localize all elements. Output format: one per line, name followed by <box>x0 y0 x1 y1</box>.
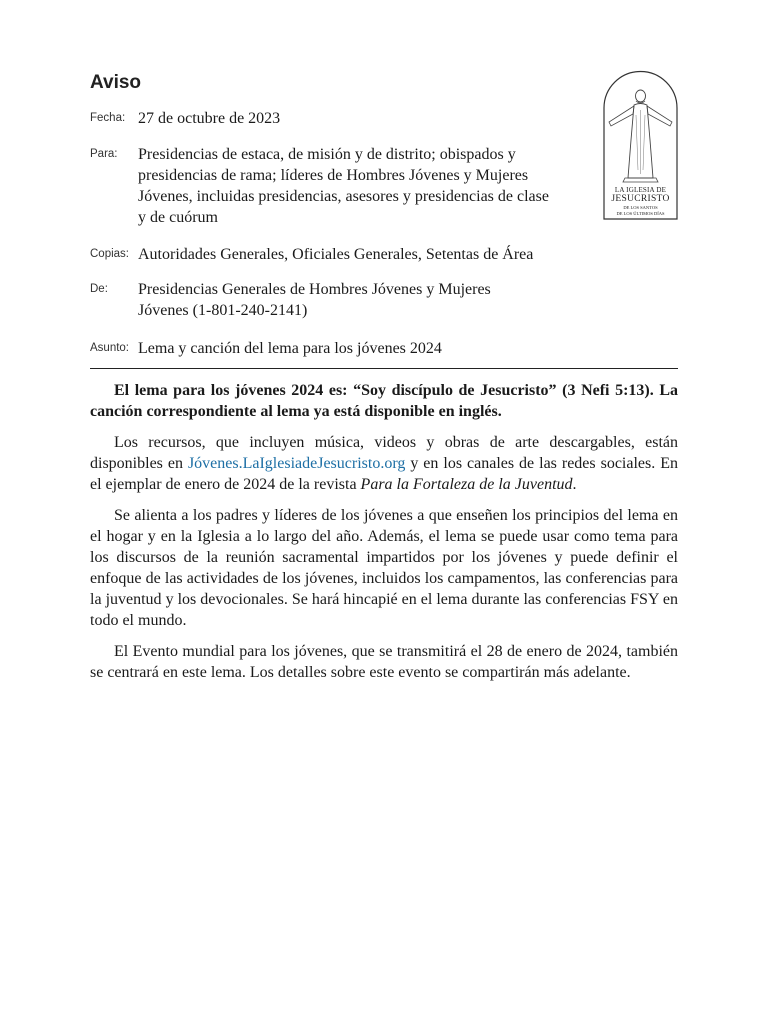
church-logo <box>603 70 678 220</box>
resources-paragraph <box>90 432 678 495</box>
de-value: Presidencias Generales de Hombres Jóvenes y Mujeres Jóvenes (1-801-240-2141) <box>138 281 491 319</box>
logo-text-line2: JESUCRISTO <box>611 194 670 204</box>
page-title: Aviso <box>90 72 142 93</box>
header-divider <box>90 368 678 369</box>
logo-text-line1: LA IGLESIA DE <box>614 186 667 194</box>
lead-paragraph: El lema para los jóvenes 2024 es: “Soy discípulo de Jesucristo” (3 Nefi 5:13). La canción correspondiente al lema ya está disponible en inglés. <box>90 382 678 420</box>
magazine-title: Para la Fortaleza de la Juventud <box>360 476 573 493</box>
parents-paragraph: Se alienta a los padres y líderes de los jóvenes a que enseñen los principios del lema en el hogar y en la Iglesia a lo largo del año. Además, el lema se puede usar como tema para los discursos de la reunión sacramental impartidos por los jóvenes y puede definir el enfoque de las actividades de los jóvenes, incluidos los campamentos, las conferencias para la juventud y los devocionales. Se hará hincapié en el lema durante las conferencias FSY en todo el mundo. <box>90 507 678 629</box>
copias-value: Autoridades Generales, Oficiales Generales, Setentas de Área <box>138 246 534 263</box>
logo-text-line4: DE LOS ÚLTIMOS DÍAS <box>616 211 665 216</box>
copias-label: Copias: <box>90 248 129 260</box>
fecha-label: Fecha: <box>90 112 126 124</box>
asunto-value: Lema y canción del lema para los jóvenes 2024 <box>138 340 442 357</box>
resources-text-start: Los recursos, que incluyen música, videos y obras de arte descargables, están disponibles en <box>90 434 678 472</box>
youth-website-link[interactable]: Jóvenes.LaIglesiadeJesucristo.org <box>187 455 406 472</box>
event-paragraph: El Evento mundial para los jóvenes, que se transmitirá el 28 de enero de 2024, también se centrará en este lema. Los detalles sobre este evento se compartirán más adelante. <box>90 643 678 681</box>
para-value: Presidencias de estaca, de misión y de distrito; obispados y presidencias de rama; líderes de Hombres Jóvenes y Mujeres Jóvenes, incluidas presidencias, asesores y presidencias de clase y de cuórum <box>138 146 549 226</box>
de-label: De: <box>90 283 108 295</box>
notice-body <box>90 380 678 693</box>
para-label: Para: <box>90 148 118 160</box>
resources-text-end: . <box>572 476 577 493</box>
asunto-label: Asunto: <box>90 342 129 354</box>
logo-text-line3: DE LOS SANTOS <box>623 205 658 210</box>
fecha-value: 27 de octubre de 2023 <box>138 110 281 127</box>
resources-text-middle: y en los canales de las redes sociales. En el ejemplar de enero de 2024 de la revista <box>90 455 678 493</box>
